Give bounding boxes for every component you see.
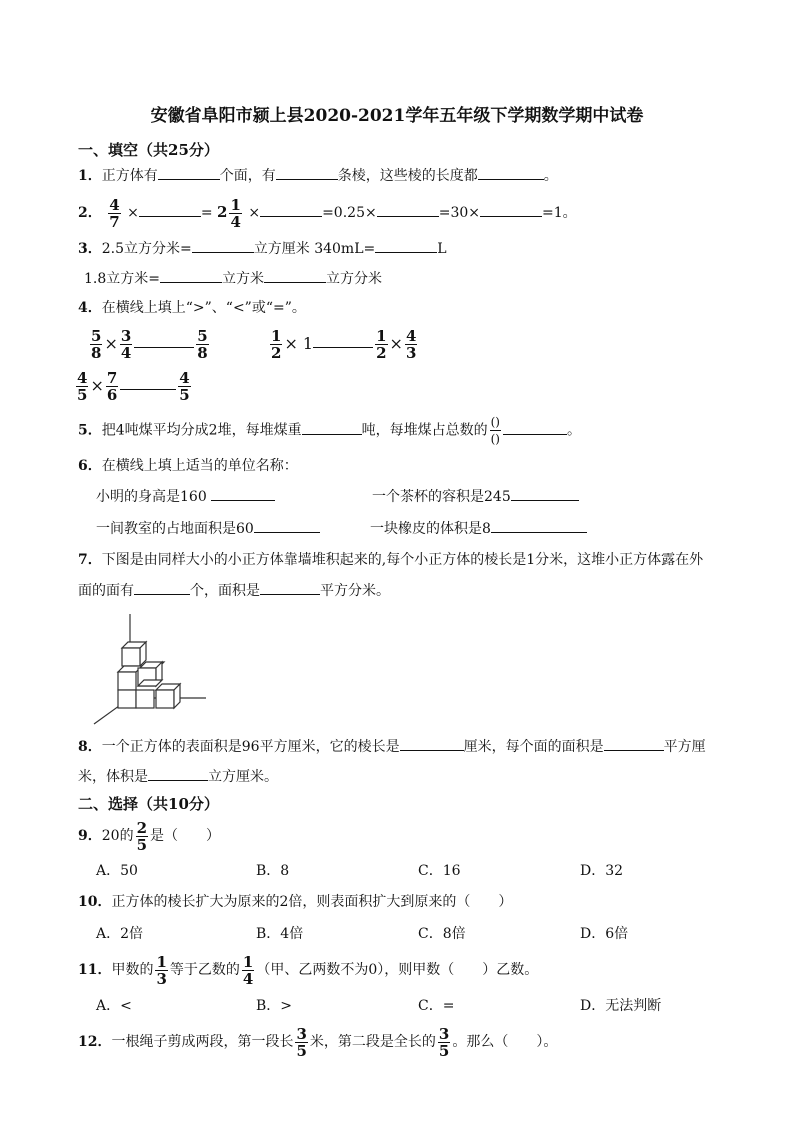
answer-blank[interactable] bbox=[503, 420, 567, 435]
q9-option-a[interactable]: A．50 bbox=[96, 863, 138, 879]
answer-blank[interactable] bbox=[264, 268, 326, 283]
answer-blank[interactable] bbox=[400, 736, 464, 751]
answer-blank[interactable] bbox=[134, 580, 190, 595]
answer-blank[interactable] bbox=[160, 268, 222, 283]
unit-item-classroom: 一间教室的占地面积是60 bbox=[96, 518, 320, 539]
q10-option-a[interactable]: A．2倍 bbox=[96, 926, 144, 942]
q10-option-c[interactable]: C．8倍 bbox=[418, 926, 466, 942]
answer-blank[interactable] bbox=[211, 486, 275, 501]
answer-blank[interactable] bbox=[377, 202, 439, 217]
unit-item-cup: 一个茶杯的容积是245 bbox=[372, 486, 579, 507]
question-1: 1．正方体有 个面，有 条棱，这些棱的长度都 。 bbox=[78, 165, 558, 186]
fraction: $\frac{3}{5}$ bbox=[296, 1024, 307, 1060]
fraction: $\frac{3}{5}$ bbox=[438, 1024, 450, 1060]
question-2: 2． $\frac{4}{7}$ × = 2 $\frac{1}{4}$ × =0.25× =30× =1。 bbox=[78, 195, 577, 231]
question-8: 8．一个正方体的表面积是96平方厘米，它的棱长是 厘米，每个面的面积是 平方厘 bbox=[78, 736, 706, 757]
fraction: $\frac{1}{3}$ bbox=[156, 952, 167, 988]
unit-item-height: 小明的身高是160 bbox=[96, 486, 275, 507]
q11-option-a[interactable]: A．< bbox=[96, 998, 132, 1014]
compare-expression-1: $\frac{5}{8}$ × $\frac{3}{4}$ $\frac{5}{8}$ bbox=[91, 326, 208, 362]
answer-blank[interactable] bbox=[511, 486, 579, 501]
unit-item-eraser: 一块橡皮的体积是8 bbox=[370, 518, 587, 539]
question-5: 5．把4吨煤平均分成2堆，每堆煤重 吨，每堆煤占总数的 $\frac{()}{()}$ 。 bbox=[78, 415, 581, 446]
section-multiple-choice: 二、选择（共10分） bbox=[78, 795, 219, 813]
question-4: 4．在横线上填上“>”、“<”或“=”。 bbox=[78, 300, 306, 316]
fraction: $\frac{()}{()}$ bbox=[490, 415, 500, 446]
question-9: 9．20的 $\frac{2}{5}$ 是（ ） bbox=[78, 818, 221, 854]
answer-blank[interactable] bbox=[480, 202, 542, 217]
question-6: 6．在横线上填上适当的单位名称： bbox=[78, 458, 298, 474]
answer-blank[interactable] bbox=[604, 736, 664, 751]
compare-expression-3: $\frac{4}{5}$ × $\frac{7}{6}$ $\frac{4}{5}$ bbox=[77, 368, 190, 404]
answer-blank[interactable] bbox=[158, 165, 220, 180]
page-title: 安徽省阜阳市颍上县2020-2021学年五年级下学期数学期中试卷 bbox=[150, 106, 644, 126]
q11-option-b[interactable]: B．> bbox=[256, 998, 293, 1014]
answer-blank[interactable] bbox=[375, 238, 437, 253]
question-7: 7．下图是由同样大小的小正方体靠墙堆积起来的,每个小正方体的棱长是1分米，这堆小正方体露在外 bbox=[78, 552, 704, 568]
answer-blank[interactable] bbox=[302, 420, 362, 435]
q11-option-c[interactable]: C．= bbox=[418, 998, 455, 1014]
question-3: 3．2.5立方分米= 立方厘米 340mL= L bbox=[78, 238, 447, 259]
fraction: $\frac{2}{5}$ bbox=[136, 818, 148, 854]
fraction: $\frac{4}{7}$ bbox=[109, 195, 120, 231]
q9-option-c[interactable]: C．16 bbox=[418, 863, 461, 879]
fraction: $\frac{1}{4}$ bbox=[230, 195, 241, 231]
answer-blank[interactable] bbox=[260, 202, 322, 217]
q9-option-b[interactable]: B．8 bbox=[256, 863, 290, 879]
answer-blank[interactable] bbox=[139, 202, 201, 217]
answer-blank[interactable] bbox=[134, 329, 194, 348]
question-7-line-2: 面的面有 个，面积是 平方分米。 bbox=[78, 580, 390, 601]
question-8-line-2: 米，体积是 立方厘米。 bbox=[78, 766, 278, 787]
answer-blank[interactable] bbox=[254, 518, 320, 533]
answer-blank[interactable] bbox=[478, 165, 544, 180]
answer-blank[interactable] bbox=[260, 580, 320, 595]
question-10: 10．正方体的棱长扩大为原来的2倍，则表面积扩大到原来的（ ） bbox=[78, 894, 513, 910]
compare-expression-2: $\frac{1}{2}$ × 1 $\frac{1}{2}$ × $\frac{4}{3}$ bbox=[271, 326, 417, 362]
answer-blank[interactable] bbox=[148, 766, 208, 781]
q10-option-d[interactable]: D．6倍 bbox=[580, 926, 629, 942]
q10-option-b[interactable]: B．4倍 bbox=[256, 926, 304, 942]
question-3-line-2: 1.8立方米= 立方米 立方分米 bbox=[84, 268, 382, 289]
q11-option-d[interactable]: D．无法判断 bbox=[580, 998, 662, 1014]
cube-stack-figure bbox=[90, 610, 212, 728]
answer-blank[interactable] bbox=[491, 518, 587, 533]
answer-blank[interactable] bbox=[120, 371, 176, 390]
question-12: 12．一根绳子剪成两段，第一段长 $\frac{3}{5}$ 米，第二段是全长的 $\frac{3}{5}$ 。那么（ ）。 bbox=[78, 1024, 558, 1060]
fraction: $\frac{1}{4}$ bbox=[242, 952, 254, 988]
answer-blank[interactable] bbox=[276, 165, 338, 180]
question-11: 11．甲数的 $\frac{1}{3}$ 等于乙数的 $\frac{1}{4}$ （甲、乙两数不为0），则甲数（ ）乙数。 bbox=[78, 952, 539, 988]
answer-blank[interactable] bbox=[313, 329, 373, 348]
section-fill-blank: 一、填空（共25分） bbox=[78, 141, 219, 159]
q9-option-d[interactable]: D．32 bbox=[580, 863, 624, 879]
answer-blank[interactable] bbox=[192, 238, 254, 253]
